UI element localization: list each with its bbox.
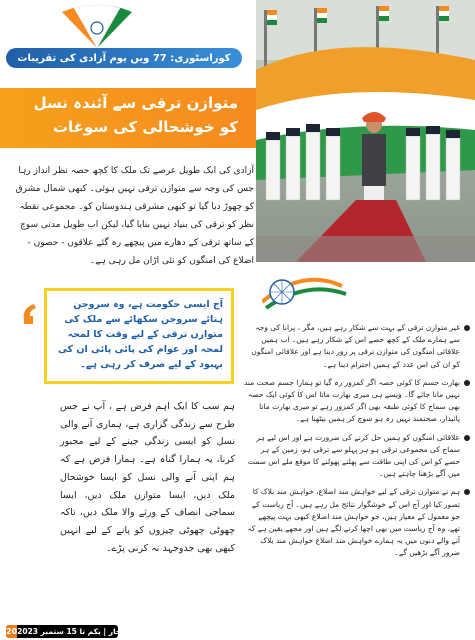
footer-bar bbox=[6, 625, 168, 638]
highlight-quote-text: آج ایسی حکومت ہے، وہ سروجن ہتائے سروجن سکھائے سے ملک کی متوازن ترقی کے لیے وقت کا لمحہ لمحہ اور عوام کی پائی پائی ان کی بہبود کے لیے صرف کر رہی ہے۔ bbox=[57, 299, 223, 370]
page-footer bbox=[0, 620, 475, 640]
list-item: غیر متوازن ترقی کے بہت سے شکار رہے ہیں، مگر ، پرانا کی وجہ سے ہمارے ملک کے کچھ حصے اس کے شکار رہے ہیں۔ اب ہمیں علاقائی امنگوں کی متوازن ترقی پر زور دینا ہے اور علاقائی امنگوں کو ان کی اس عدد کے ہمیں احترام دینا ہے۔ bbox=[244, 322, 470, 371]
list-item: علاقائی امنگوں کو ہمیں حل کرنے کی ضرورت ہے اور اس لیے ہر سماج کی مجموعی ترقی ہو ہر پہلو سے ترقی ہو، زمین کے ہر حصے کو اس کی اپنی طاقت سے پھلنے پھولنے کا موقع ملے اس سمت میں آگے بڑھنا چاہتے ہیں۔ bbox=[244, 432, 470, 481]
highlight-quote-box bbox=[44, 288, 234, 384]
guard-of-honour-illustration bbox=[256, 0, 475, 262]
bullet-icon bbox=[464, 435, 470, 441]
list-item: ہم نے متوازن ترقی کے لیے خواہش مند اضلاع، خواہش مند بلاک کا تصور کیا اور آج اس کے خوشگوار نتائج مل رہے ہیں۔ آج ریاست کے جو معمول کے معیار ہیں، جو خواہش مند اضلاع کبھی بہت پیچھے تھے، وہ آج ریاست میں بھی اچھا کرنے لگے ہیں اور مجھے یقین ہے کہ آنے والے دنوں میں یہ ہمارے خواہش مند اضلاع خواہش مند بلاک ضرور آگے بڑھیں گے۔ bbox=[244, 486, 470, 559]
page-number: 20 bbox=[6, 627, 18, 636]
lower-paragraph: ہم سب کا ایک اہم فرض ہے ، آپ نے جس طرح سے زندگی گزاری ہے، ہماری آنے والی نسل کو ایسی زندگی جینے کے لیے مجبور کرنا، یہ ہمارا گناہ ہے۔ ہمارا فرض ہے کہ ہم اپنی آنے والی نسل کو ایسا خوشحال ملک دیں، ایسا متوازن ملک دیں، ایسا سماجی انصاف کے ورثے والا ملک دیں، تاکہ چھوٹی چھوٹی چیزوں کو پانے کے لیے انہیں کبھی بھی جدوجہد نہ کرنی پڑے۔ bbox=[60, 401, 235, 554]
article-title-band bbox=[0, 88, 256, 148]
independence-day-photo bbox=[256, 0, 475, 262]
tricolor-fan-decoration bbox=[52, 2, 142, 50]
logo-badge-text: کوراسٹوری: 77 ویں یوم آزادی کی تقریبات bbox=[17, 52, 231, 64]
ashoka-chakra-decoration bbox=[262, 272, 382, 312]
bullet-icon bbox=[464, 380, 470, 386]
footer-text: نیو انڈیا سماچار | یکم تا 15 ستمبر 2023 bbox=[17, 627, 168, 636]
bullet-icon bbox=[464, 489, 470, 495]
list-item: بھارت جسم کا کوئی حصہ اگر کمزور رہ گیا تو ہمارا جسم صحت مند نہیں مانا جائے گا۔ ویسے ہی میری بھارت ماتا اس کا کوئی ایک حصہ بھی سماج کا کوئی طبقہ بھی اگر کمزور رہے تو میری بھارت ماتا پائیدار، صحتمند نہیں رہ ہو سوچ کر ہمیں بیٹھنا ہے۔ bbox=[244, 377, 470, 426]
bullet-icon bbox=[464, 325, 470, 331]
article-title-line-1: متوازن ترقی سے آئندہ نسل bbox=[33, 94, 238, 112]
intro-paragraph: آزادی کی ایک طویل عرصے تک ملک کا کچھ حصہ نظر انداز رہا جس کی وجہ سے متوازن ترقی نہیں ہوئی۔ کبھی شمال مشرق کو چھوڑ دیا گیا تو کبھی مشرقی ہندوستان کو۔ مجموعی نقطہ نظر کو ترقی کی بنیاد نہیں بنایا گیا، لیکن اب طویل مدتی سوچ کے ساتھ ترقی کے دھارے میں پیچھے رہ گئے علاقوں - حصوں - اضلاع کی امنگوں کو نئی اڑان مل رہی ہے۔ bbox=[15, 166, 254, 266]
series-logo-badge bbox=[6, 48, 242, 68]
bullet-list bbox=[244, 322, 470, 566]
article-title-line-2: کو خوشحالی کی سوغات bbox=[52, 118, 238, 136]
quote-mark-icon bbox=[20, 300, 46, 326]
